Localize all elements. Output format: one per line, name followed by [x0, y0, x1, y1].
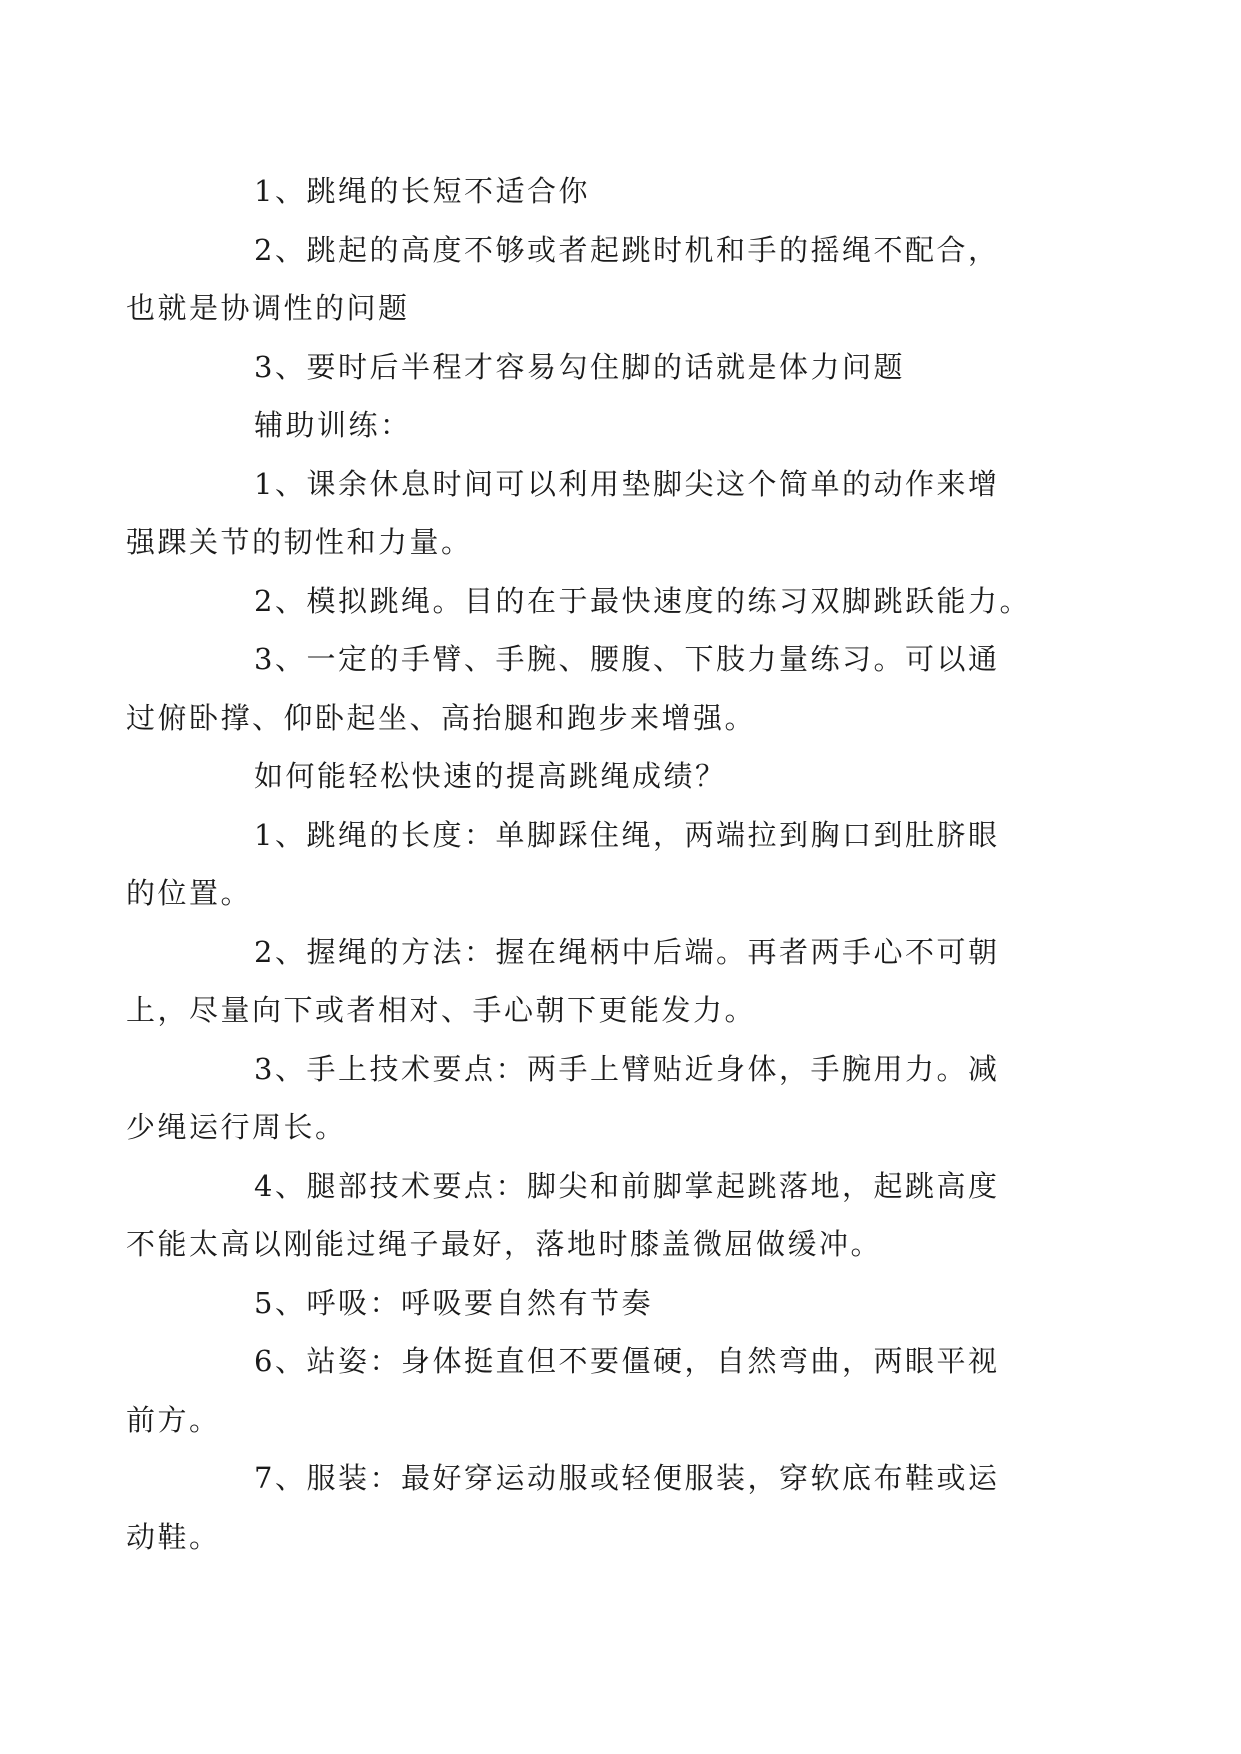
text-line: 2、握绳的方法：握在绳柄中后端。再者两手心不可朝: [254, 934, 1000, 969]
paragraph: [126, 923, 1066, 1040]
paragraph: [126, 455, 1066, 572]
text-line: 3、一定的手臂、手腕、腰腹、下肢力量练习。可以通: [254, 642, 1000, 676]
text-line: 的位置。: [126, 876, 253, 910]
paragraph: [190, 396, 1066, 455]
paragraph: [126, 221, 1066, 338]
text-line: 4、腿部技术要点：脚尖和前脚掌起跳落地，起跳高度: [254, 1168, 1000, 1203]
text-line: 不能太高以刚能过绳子最好，落地时膝盖微屈做缓冲。: [126, 1227, 883, 1261]
paragraph: [126, 1332, 1066, 1449]
text-line: 5、呼吸：呼吸要自然有节奏: [254, 1285, 653, 1320]
text-line: 6、站姿：身体挺直但不要僵硬，自然弯曲，两眼平视: [254, 1344, 1000, 1378]
paragraph: [126, 1157, 1066, 1274]
document-body: [126, 162, 1066, 1566]
text-line: 7、服装：最好穿运动服或轻便服装，穿软底布鞋或运: [254, 1461, 1000, 1495]
text-line: 动鞋。: [126, 1519, 221, 1554]
text-line: 辅助训练：: [254, 408, 412, 442]
text-line: 1、跳绳的长度：单脚踩住绳，两端拉到胸口到肚脐眼: [254, 817, 1000, 852]
paragraph: [126, 1449, 1066, 1566]
text-line: 2、跳起的高度不够或者起跳时机和手的摇绳不配合，: [254, 232, 1000, 267]
text-line: 前方。: [126, 1402, 221, 1437]
paragraph: [126, 630, 1066, 747]
text-line: 1、跳绳的长短不适合你: [254, 174, 590, 208]
paragraph: [190, 338, 1066, 397]
text-line: 少绳运行周长。: [126, 1110, 347, 1144]
text-line: 过俯卧撑、仰卧起坐、高抬腿和跑步来增强。: [126, 700, 757, 735]
text-line: 3、手上技术要点：两手上臂贴近身体，手腕用力。减: [254, 1051, 1000, 1086]
text-line: 上，尽量向下或者相对、手心朝下更能发力。: [126, 993, 757, 1027]
text-line: 强踝关节的韧性和力量。: [126, 525, 473, 559]
paragraph: [190, 162, 1066, 221]
paragraph: [190, 747, 1066, 806]
text-line: 也就是协调性的问题: [126, 291, 410, 325]
paragraph: [126, 806, 1066, 923]
text-line: 如何能轻松快速的提高跳绳成绩？: [254, 759, 727, 793]
text-line: 3、要时后半程才容易勾住脚的话就是体力问题: [254, 349, 905, 384]
text-line: 1、课余休息时间可以利用垫脚尖这个简单的动作来增: [254, 466, 1000, 501]
text-line: 2、模拟跳绳。目的在于最快速度的练习双脚跳跃能力。: [254, 583, 1031, 618]
paragraph: [126, 1040, 1066, 1157]
paragraph: [190, 1274, 1066, 1333]
paragraph: [190, 572, 1066, 631]
